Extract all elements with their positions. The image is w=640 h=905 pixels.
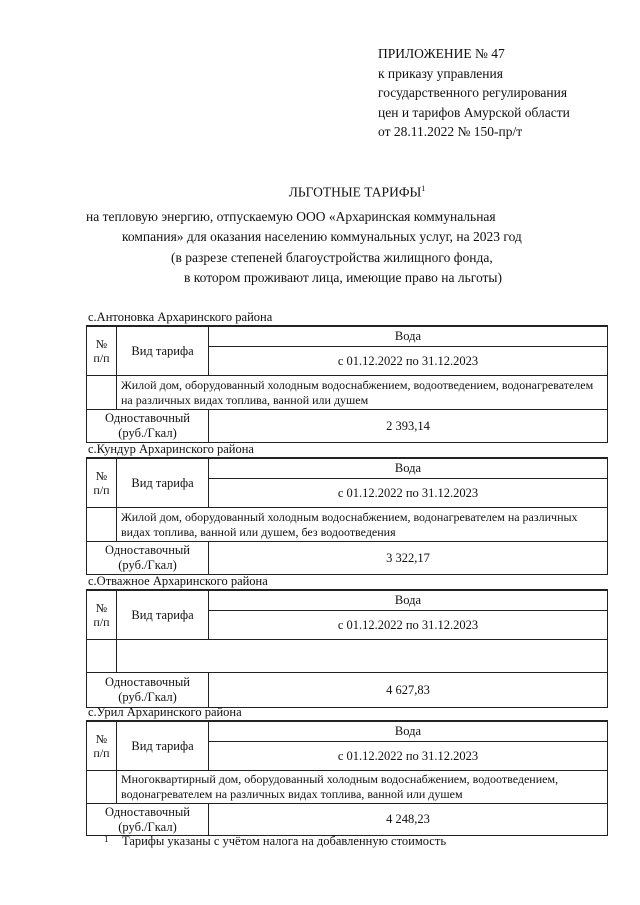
resource-header: Вода [209, 327, 608, 347]
empty-cell [87, 771, 117, 804]
tariff-table [86, 326, 608, 443]
period-header: с 01.12.2022 по 31.12.2023 [209, 611, 608, 640]
tariff-section [86, 704, 608, 836]
num-header: № п/п [87, 591, 117, 640]
appendix-header [378, 44, 628, 142]
housing-description: Жилой дом, оборудованный холодным водоснабжением, водонагревателем на различных видах топлива, ванной или душем, без водоотведения [117, 508, 608, 542]
title-text: ЛЬГОТНЫЕ ТАРИФЫ [288, 184, 422, 200]
empty-cell [87, 640, 117, 673]
rate-kind-label: Одноставочный (руб./Гкал) [87, 673, 209, 708]
location-label: с.Отважное Архаринского района [86, 573, 608, 590]
rate-kind-label: Одноставочный (руб./Гкал) [87, 410, 209, 443]
kind-header: Вид тарифа [117, 722, 209, 771]
tariff-table [86, 590, 608, 708]
housing-description: Многоквартирный дом, оборудованный холодным водоснабжением, водоотведением, водонагревателем на различных видах топлива, ванной или душем [117, 771, 608, 804]
footnote-mark: 1 [104, 834, 109, 844]
subtitle-line: в котором проживают лица, имеющие право на льготы) [184, 270, 502, 285]
title-footnote-mark: 1 [421, 184, 426, 193]
period-header: с 01.12.2022 по 31.12.2023 [209, 479, 608, 508]
period-header: с 01.12.2022 по 31.12.2023 [209, 742, 608, 771]
appendix-line: ПРИЛОЖЕНИЕ № 47 [378, 46, 505, 61]
empty-cell [87, 508, 117, 542]
tariff-section [86, 573, 608, 708]
empty-cell [87, 376, 117, 410]
tariff-value: 2 393,14 [209, 410, 608, 443]
housing-description [117, 640, 608, 673]
kind-header: Вид тарифа [117, 327, 209, 376]
rate-kind-label: Одноставочный (руб./Гкал) [87, 542, 209, 575]
appendix-line: от 28.11.2022 № 150-пр/т [378, 124, 523, 139]
appendix-line: к приказу управления [378, 65, 503, 81]
tariff-table [86, 721, 608, 836]
location-label: с.Антоновка Архаринского района [86, 309, 608, 326]
appendix-line: цен и тарифов Амурской области [378, 104, 570, 120]
tariff-section [86, 309, 608, 443]
tariff-table [86, 458, 608, 575]
period-header: с 01.12.2022 по 31.12.2023 [209, 347, 608, 376]
kind-header: Вид тарифа [117, 591, 209, 640]
tariff-section [86, 441, 608, 575]
location-label: с.Урил Архаринского района [86, 704, 608, 721]
resource-header: Вода [209, 591, 608, 611]
tariff-value: 4 248,23 [209, 804, 608, 836]
subtitle-line: (в разрезе степеней благоустройства жилищного фонда, [171, 250, 493, 265]
num-header: № п/п [87, 459, 117, 508]
num-header: № п/п [87, 722, 117, 771]
tariff-value: 4 627,83 [209, 673, 608, 708]
footnote [104, 834, 446, 849]
kind-header: Вид тарифа [117, 459, 209, 508]
resource-header: Вода [209, 722, 608, 742]
subtitle-line: компания» для оказания населению коммунальных услуг, на 2023 год [122, 229, 522, 244]
num-header: № п/п [87, 327, 117, 376]
document-title [0, 184, 640, 201]
subtitle-line: на тепловую энергию, отпускаемую ООО «Архаринская коммунальная [86, 209, 496, 224]
tariff-value: 3 322,17 [209, 542, 608, 575]
rate-kind-label: Одноставочный (руб./Гкал) [87, 804, 209, 836]
housing-description: Жилой дом, оборудованный холодным водоснабжением, водоотведением, водонагревателем на различных видах топлива, ванной или душем [117, 376, 608, 410]
resource-header: Вода [209, 459, 608, 479]
location-label: с.Кундур Архаринского района [86, 441, 608, 458]
footnote-text: Тарифы указаны с учётом налога на добавленную стоимость [122, 834, 447, 848]
appendix-line: государственного регулирования [378, 85, 568, 100]
